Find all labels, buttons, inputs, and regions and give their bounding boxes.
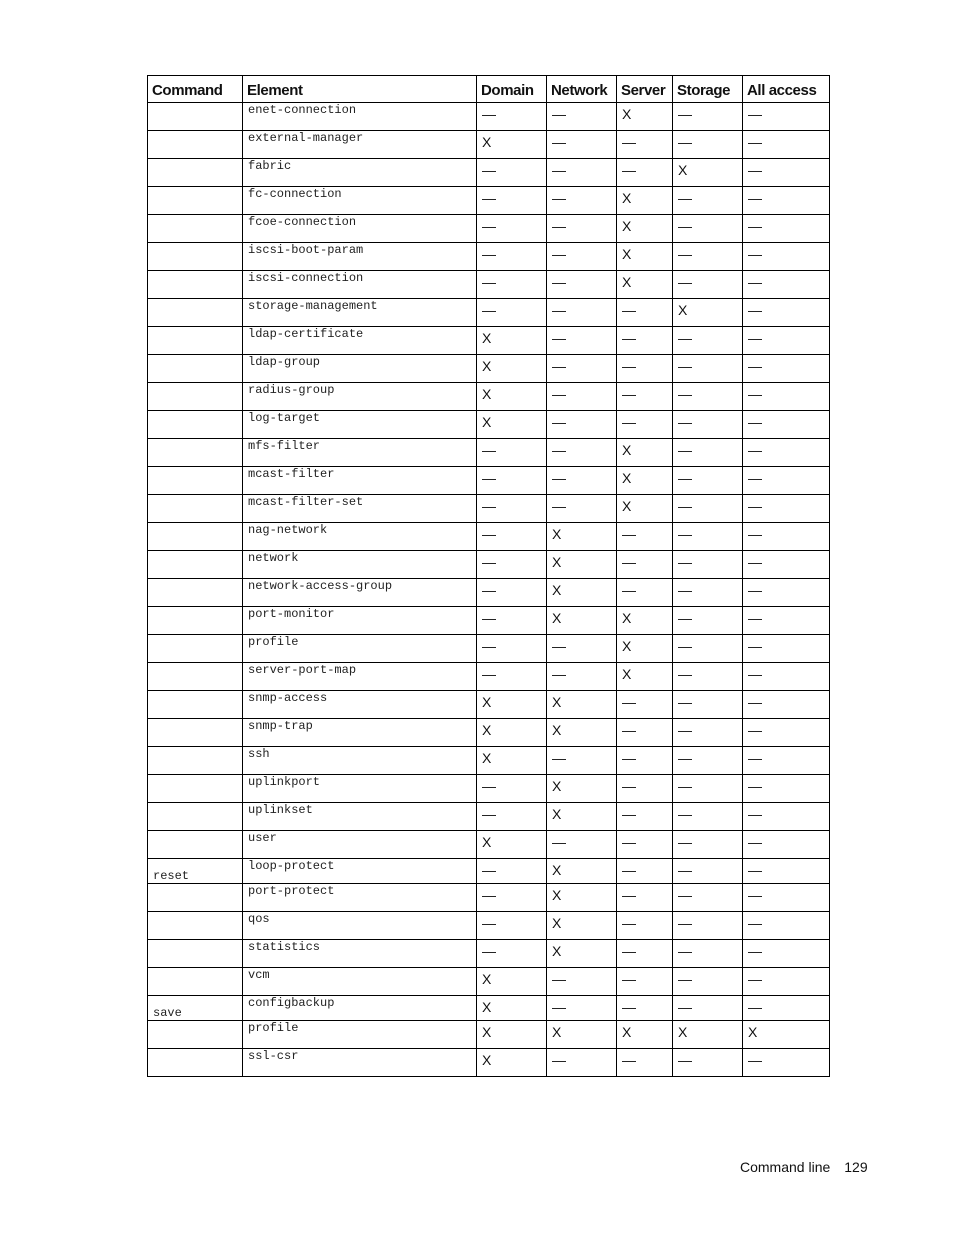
element-cell: port-monitor: [243, 607, 477, 635]
server-cell: —: [617, 159, 673, 187]
table-row: [148, 551, 830, 579]
server-cell: —: [617, 912, 673, 940]
table-row: [148, 831, 830, 859]
command-cell: save: [148, 996, 243, 1021]
network-cell: X: [547, 1021, 617, 1049]
all-access-cell: —: [743, 775, 830, 803]
server-cell: —: [617, 775, 673, 803]
element-cell: loop-protect: [243, 859, 477, 884]
network-cell: X: [547, 691, 617, 719]
command-cell: [148, 884, 243, 912]
all-access-cell: —: [743, 940, 830, 968]
storage-cell: —: [673, 719, 743, 747]
element-cell: qos: [243, 912, 477, 940]
storage-cell: —: [673, 663, 743, 691]
server-cell: —: [617, 411, 673, 439]
network-cell: —: [547, 103, 617, 131]
all-access-cell: —: [743, 884, 830, 912]
table-row: [148, 747, 830, 775]
table-row: [148, 327, 830, 355]
table-row: [148, 299, 830, 327]
storage-cell: —: [673, 271, 743, 299]
table-row: [148, 691, 830, 719]
network-cell: —: [547, 299, 617, 327]
domain-cell: X: [477, 968, 547, 996]
all-access-cell: —: [743, 495, 830, 523]
network-cell: —: [547, 411, 617, 439]
storage-cell: —: [673, 243, 743, 271]
all-access-cell: —: [743, 831, 830, 859]
storage-cell: —: [673, 467, 743, 495]
permissions-table: [147, 75, 830, 1077]
table-row: [148, 859, 830, 884]
server-cell: —: [617, 523, 673, 551]
domain-cell: —: [477, 103, 547, 131]
storage-cell: —: [673, 859, 743, 884]
all-access-cell: —: [743, 1049, 830, 1077]
all-access-cell: —: [743, 912, 830, 940]
domain-cell: —: [477, 803, 547, 831]
command-cell: [148, 719, 243, 747]
network-cell: —: [547, 215, 617, 243]
storage-cell: X: [673, 1021, 743, 1049]
table-row: [148, 884, 830, 912]
command-cell: [148, 1021, 243, 1049]
column-header-command: Command: [148, 76, 243, 103]
server-cell: X: [617, 439, 673, 467]
command-cell: [148, 103, 243, 131]
domain-cell: —: [477, 912, 547, 940]
storage-cell: —: [673, 691, 743, 719]
command-cell: [148, 551, 243, 579]
domain-cell: —: [477, 579, 547, 607]
table-row: [148, 355, 830, 383]
storage-cell: —: [673, 884, 743, 912]
table-row: [148, 215, 830, 243]
all-access-cell: —: [743, 355, 830, 383]
column-header-all-access: All access: [743, 76, 830, 103]
command-cell: [148, 691, 243, 719]
server-cell: X: [617, 215, 673, 243]
command-cell: [148, 579, 243, 607]
server-cell: —: [617, 996, 673, 1021]
element-cell: network-access-group: [243, 579, 477, 607]
all-access-cell: —: [743, 103, 830, 131]
element-cell: nag-network: [243, 523, 477, 551]
element-cell: ssh: [243, 747, 477, 775]
command-cell: [148, 327, 243, 355]
command-cell: [148, 803, 243, 831]
command-cell: [148, 775, 243, 803]
server-cell: X: [617, 635, 673, 663]
server-cell: —: [617, 327, 673, 355]
all-access-cell: —: [743, 803, 830, 831]
domain-cell: —: [477, 187, 547, 215]
network-cell: X: [547, 803, 617, 831]
element-cell: external-manager: [243, 131, 477, 159]
table-row: [148, 467, 830, 495]
domain-cell: X: [477, 1049, 547, 1077]
server-cell: —: [617, 884, 673, 912]
network-cell: —: [547, 747, 617, 775]
domain-cell: X: [477, 747, 547, 775]
all-access-cell: —: [743, 131, 830, 159]
page-footer: [740, 1159, 868, 1175]
network-cell: —: [547, 663, 617, 691]
element-cell: iscsi-boot-param: [243, 243, 477, 271]
element-cell: mcast-filter-set: [243, 495, 477, 523]
element-cell: profile: [243, 1021, 477, 1049]
table-row: [148, 940, 830, 968]
network-cell: X: [547, 775, 617, 803]
network-cell: —: [547, 1049, 617, 1077]
all-access-cell: —: [743, 607, 830, 635]
domain-cell: —: [477, 439, 547, 467]
network-cell: —: [547, 327, 617, 355]
all-access-cell: —: [743, 215, 830, 243]
command-cell: [148, 131, 243, 159]
domain-cell: —: [477, 243, 547, 271]
domain-cell: —: [477, 271, 547, 299]
domain-cell: X: [477, 719, 547, 747]
network-cell: X: [547, 859, 617, 884]
network-cell: —: [547, 439, 617, 467]
all-access-cell: —: [743, 243, 830, 271]
element-cell: snmp-access: [243, 691, 477, 719]
column-header-storage: Storage: [673, 76, 743, 103]
server-cell: X: [617, 495, 673, 523]
storage-cell: —: [673, 523, 743, 551]
table-row: [148, 1049, 830, 1077]
domain-cell: —: [477, 467, 547, 495]
domain-cell: X: [477, 831, 547, 859]
network-cell: —: [547, 355, 617, 383]
element-cell: fcoe-connection: [243, 215, 477, 243]
table-row: [148, 271, 830, 299]
element-cell: fc-connection: [243, 187, 477, 215]
element-cell: fabric: [243, 159, 477, 187]
table-row: [148, 159, 830, 187]
command-cell: [148, 940, 243, 968]
command-cell: [148, 663, 243, 691]
element-cell: profile: [243, 635, 477, 663]
domain-cell: —: [477, 775, 547, 803]
command-cell: [148, 968, 243, 996]
element-cell: configbackup: [243, 996, 477, 1021]
domain-cell: X: [477, 383, 547, 411]
command-cell: [148, 187, 243, 215]
permissions-table-container: [147, 75, 829, 1077]
network-cell: X: [547, 884, 617, 912]
command-cell: [148, 159, 243, 187]
element-cell: storage-management: [243, 299, 477, 327]
table-row: [148, 607, 830, 635]
command-cell: [148, 1049, 243, 1077]
storage-cell: X: [673, 159, 743, 187]
table-row: [148, 439, 830, 467]
table-row: [148, 663, 830, 691]
all-access-cell: —: [743, 411, 830, 439]
network-cell: X: [547, 607, 617, 635]
domain-cell: X: [477, 131, 547, 159]
storage-cell: —: [673, 495, 743, 523]
server-cell: —: [617, 968, 673, 996]
table-row: [148, 383, 830, 411]
server-cell: —: [617, 719, 673, 747]
command-cell: [148, 831, 243, 859]
server-cell: X: [617, 271, 673, 299]
table-row: [148, 803, 830, 831]
network-cell: —: [547, 131, 617, 159]
domain-cell: X: [477, 691, 547, 719]
storage-cell: —: [673, 968, 743, 996]
all-access-cell: —: [743, 635, 830, 663]
command-cell: [148, 299, 243, 327]
command-cell: [148, 523, 243, 551]
all-access-cell: —: [743, 271, 830, 299]
table-row: [148, 523, 830, 551]
domain-cell: —: [477, 635, 547, 663]
element-cell: network: [243, 551, 477, 579]
network-cell: X: [547, 579, 617, 607]
server-cell: —: [617, 131, 673, 159]
server-cell: X: [617, 607, 673, 635]
server-cell: —: [617, 831, 673, 859]
storage-cell: —: [673, 439, 743, 467]
storage-cell: X: [673, 299, 743, 327]
all-access-cell: —: [743, 968, 830, 996]
network-cell: X: [547, 719, 617, 747]
element-cell: vcm: [243, 968, 477, 996]
storage-cell: —: [673, 103, 743, 131]
element-cell: snmp-trap: [243, 719, 477, 747]
network-cell: —: [547, 968, 617, 996]
command-cell: [148, 495, 243, 523]
network-cell: —: [547, 187, 617, 215]
network-cell: —: [547, 635, 617, 663]
command-cell: [148, 215, 243, 243]
storage-cell: —: [673, 803, 743, 831]
all-access-cell: —: [743, 747, 830, 775]
all-access-cell: —: [743, 383, 830, 411]
footer-section-title: Command line: [740, 1159, 831, 1175]
command-cell: [148, 355, 243, 383]
server-cell: —: [617, 579, 673, 607]
element-cell: ssl-csr: [243, 1049, 477, 1077]
server-cell: X: [617, 243, 673, 271]
domain-cell: —: [477, 607, 547, 635]
server-cell: X: [617, 187, 673, 215]
network-cell: —: [547, 495, 617, 523]
all-access-cell: —: [743, 859, 830, 884]
storage-cell: —: [673, 355, 743, 383]
command-cell: [148, 747, 243, 775]
server-cell: —: [617, 940, 673, 968]
table-row: [148, 996, 830, 1021]
all-access-cell: —: [743, 439, 830, 467]
column-header-domain: Domain: [477, 76, 547, 103]
storage-cell: —: [673, 383, 743, 411]
table-row: [148, 243, 830, 271]
element-cell: mcast-filter: [243, 467, 477, 495]
server-cell: —: [617, 691, 673, 719]
network-cell: X: [547, 551, 617, 579]
element-cell: uplinkset: [243, 803, 477, 831]
domain-cell: X: [477, 411, 547, 439]
network-cell: —: [547, 271, 617, 299]
network-cell: X: [547, 940, 617, 968]
element-cell: iscsi-connection: [243, 271, 477, 299]
command-cell: [148, 912, 243, 940]
server-cell: —: [617, 1049, 673, 1077]
element-cell: uplinkport: [243, 775, 477, 803]
domain-cell: —: [477, 884, 547, 912]
table-row: [148, 495, 830, 523]
element-cell: user: [243, 831, 477, 859]
network-cell: X: [547, 912, 617, 940]
all-access-cell: —: [743, 467, 830, 495]
all-access-cell: —: [743, 691, 830, 719]
table-row: [148, 1021, 830, 1049]
network-cell: —: [547, 383, 617, 411]
table-row: [148, 775, 830, 803]
network-cell: —: [547, 159, 617, 187]
server-cell: —: [617, 747, 673, 775]
domain-cell: —: [477, 299, 547, 327]
domain-cell: X: [477, 355, 547, 383]
element-cell: ldap-certificate: [243, 327, 477, 355]
element-cell: enet-connection: [243, 103, 477, 131]
server-cell: —: [617, 859, 673, 884]
element-cell: ldap-group: [243, 355, 477, 383]
table-header-row: [148, 76, 830, 103]
domain-cell: —: [477, 495, 547, 523]
domain-cell: —: [477, 215, 547, 243]
table-row: [148, 103, 830, 131]
command-cell: [148, 383, 243, 411]
command-cell: [148, 411, 243, 439]
storage-cell: —: [673, 635, 743, 663]
column-header-element: Element: [243, 76, 477, 103]
table-body: [148, 103, 830, 1077]
element-cell: statistics: [243, 940, 477, 968]
storage-cell: —: [673, 1049, 743, 1077]
network-cell: X: [547, 523, 617, 551]
table-row: [148, 968, 830, 996]
element-cell: server-port-map: [243, 663, 477, 691]
column-header-server: Server: [617, 76, 673, 103]
command-cell: reset: [148, 859, 243, 884]
table-row: [148, 187, 830, 215]
all-access-cell: —: [743, 523, 830, 551]
server-cell: X: [617, 103, 673, 131]
storage-cell: —: [673, 579, 743, 607]
all-access-cell: —: [743, 187, 830, 215]
domain-cell: —: [477, 663, 547, 691]
all-access-cell: —: [743, 299, 830, 327]
network-cell: —: [547, 996, 617, 1021]
storage-cell: —: [673, 187, 743, 215]
all-access-cell: —: [743, 551, 830, 579]
server-cell: X: [617, 663, 673, 691]
command-cell: [148, 467, 243, 495]
page-number: 129: [844, 1159, 868, 1175]
storage-cell: —: [673, 327, 743, 355]
command-cell: [148, 607, 243, 635]
server-cell: —: [617, 299, 673, 327]
storage-cell: —: [673, 411, 743, 439]
table-row: [148, 131, 830, 159]
domain-cell: —: [477, 551, 547, 579]
storage-cell: —: [673, 996, 743, 1021]
storage-cell: —: [673, 551, 743, 579]
command-cell: [148, 635, 243, 663]
table-row: [148, 411, 830, 439]
storage-cell: —: [673, 607, 743, 635]
domain-cell: X: [477, 1021, 547, 1049]
element-cell: mfs-filter: [243, 439, 477, 467]
all-access-cell: —: [743, 327, 830, 355]
storage-cell: —: [673, 747, 743, 775]
network-cell: —: [547, 243, 617, 271]
element-cell: radius-group: [243, 383, 477, 411]
column-header-network: Network: [547, 76, 617, 103]
storage-cell: —: [673, 775, 743, 803]
storage-cell: —: [673, 940, 743, 968]
server-cell: X: [617, 467, 673, 495]
all-access-cell: —: [743, 996, 830, 1021]
all-access-cell: —: [743, 159, 830, 187]
table-row: [148, 912, 830, 940]
all-access-cell: —: [743, 663, 830, 691]
table-row: [148, 719, 830, 747]
command-cell: [148, 243, 243, 271]
domain-cell: X: [477, 996, 547, 1021]
server-cell: X: [617, 1021, 673, 1049]
server-cell: —: [617, 551, 673, 579]
domain-cell: X: [477, 327, 547, 355]
table-row: [148, 635, 830, 663]
network-cell: —: [547, 467, 617, 495]
all-access-cell: X: [743, 1021, 830, 1049]
domain-cell: —: [477, 859, 547, 884]
server-cell: —: [617, 803, 673, 831]
table-row: [148, 579, 830, 607]
storage-cell: —: [673, 131, 743, 159]
domain-cell: —: [477, 523, 547, 551]
storage-cell: —: [673, 912, 743, 940]
server-cell: —: [617, 355, 673, 383]
element-cell: port-protect: [243, 884, 477, 912]
storage-cell: —: [673, 831, 743, 859]
all-access-cell: —: [743, 579, 830, 607]
command-cell: [148, 271, 243, 299]
domain-cell: —: [477, 940, 547, 968]
element-cell: log-target: [243, 411, 477, 439]
server-cell: —: [617, 383, 673, 411]
command-cell: [148, 439, 243, 467]
storage-cell: —: [673, 215, 743, 243]
domain-cell: —: [477, 159, 547, 187]
all-access-cell: —: [743, 719, 830, 747]
network-cell: —: [547, 831, 617, 859]
